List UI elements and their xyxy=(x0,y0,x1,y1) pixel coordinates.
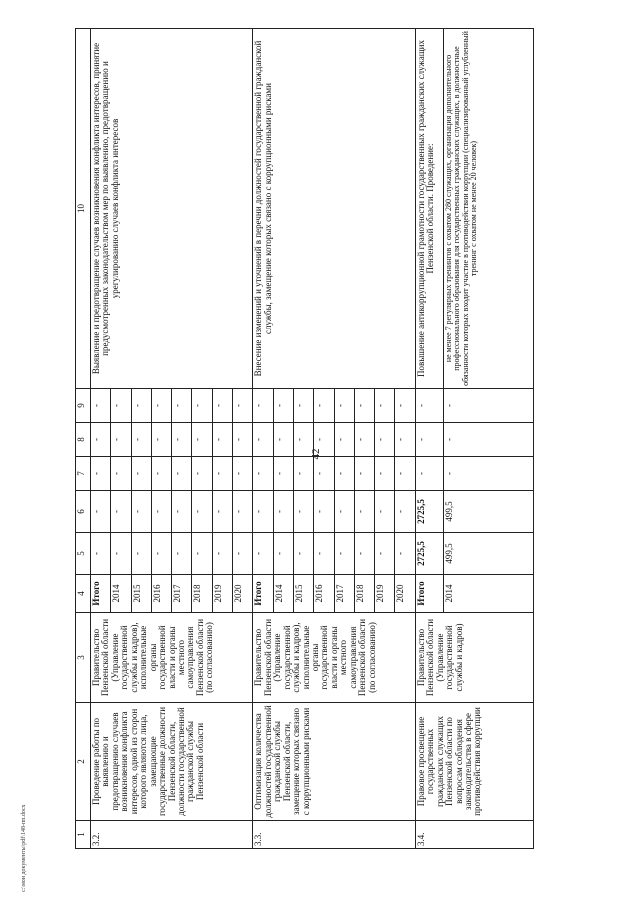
cell-value: - xyxy=(192,491,212,533)
header-col-4: 4 xyxy=(76,575,91,613)
total-label: Итого xyxy=(253,575,273,613)
cell-value: - xyxy=(415,423,443,457)
cell-value: - xyxy=(354,389,374,423)
total-label: Итого xyxy=(415,575,443,613)
row-id: 3.4. xyxy=(415,821,533,849)
cell-value: - xyxy=(273,389,293,423)
row-result-b: не менее 7 регулярных тренингов с охватом 280 служащих, организация дополнительного профессионального образования для государственных гражданских служащих, в должностные обязанности которых входит участие в противодействии коррупции (специализированный углубленный тренинг с охватом не менее 20 человек) xyxy=(443,29,533,389)
cell-value: - xyxy=(91,389,111,423)
cell-value: - xyxy=(253,491,273,533)
cell-value: - xyxy=(192,533,212,575)
row-action: Проведение работы по выявлению и предотвращению случаев возникновения конфликта интересов, одной из сторон которого являются лица, замещающие государственные должности Пензенской области, должности государственной гражданской службы Пензенской области xyxy=(91,703,253,821)
header-col-2: 2 xyxy=(76,703,91,821)
cell-value: - xyxy=(314,423,334,457)
cell-value: - xyxy=(111,423,131,457)
cell-value: - xyxy=(91,533,111,575)
cell-value: - xyxy=(212,533,232,575)
value-5: 499,5 xyxy=(443,533,533,575)
cell-value: - xyxy=(314,491,334,533)
year-cell: 2014 xyxy=(111,575,131,613)
table-row xyxy=(415,29,443,849)
cell-value: - xyxy=(233,533,253,575)
cell-value: - xyxy=(395,423,415,457)
value-6: 499,5 xyxy=(443,491,533,533)
cell-value: - xyxy=(334,457,354,491)
row-action: Правовое просвещение государственных гражданских служащих Пензенской области по вопросам соблюдения законодательства в сфере противодействия коррупции xyxy=(415,703,533,821)
cell-value: - xyxy=(111,389,131,423)
header-col-6: 6 xyxy=(76,491,91,533)
row-id: 3.3. xyxy=(253,821,415,849)
total-value-6: 2725,5 xyxy=(415,491,443,533)
cell-value: - xyxy=(273,457,293,491)
cell-value: - xyxy=(273,533,293,575)
cell-value: - xyxy=(443,457,533,491)
cell-value: - xyxy=(151,533,171,575)
year-cell: 2020 xyxy=(395,575,415,613)
cell-value: - xyxy=(131,457,151,491)
year-cell: 2019 xyxy=(212,575,232,613)
program-table xyxy=(75,28,534,849)
cell-value: - xyxy=(172,533,192,575)
cell-value: - xyxy=(192,389,212,423)
cell-value: - xyxy=(91,457,111,491)
cell-value: - xyxy=(151,423,171,457)
year-cell: 2017 xyxy=(172,575,192,613)
year-cell: 2015 xyxy=(131,575,151,613)
year-cell: 2016 xyxy=(151,575,171,613)
cell-value: - xyxy=(334,389,354,423)
row-executor: Правительство Пензенской области (Управление государственной службы и кадров) xyxy=(415,613,533,703)
cell-value: - xyxy=(131,423,151,457)
cell-value: - xyxy=(375,491,395,533)
row-action: Оптимизация количества должностей государственной гражданской службы Пензенской области, замещение которых связано с коррупционными рисками xyxy=(253,703,415,821)
cell-value: - xyxy=(253,533,273,575)
year-cell: 2014 xyxy=(273,575,293,613)
cell-value: - xyxy=(192,423,212,457)
header-col-8: 8 xyxy=(76,423,91,457)
year-cell: 2018 xyxy=(354,575,374,613)
cell-value: - xyxy=(375,457,395,491)
cell-value: - xyxy=(233,491,253,533)
cell-value: - xyxy=(395,457,415,491)
cell-value: - xyxy=(131,491,151,533)
header-col-1: 1 xyxy=(76,821,91,849)
cell-value: - xyxy=(131,389,151,423)
cell-value: - xyxy=(151,491,171,533)
row-executor: Правительство Пензенской области (Управление государственной службы и кадров), исполнительные органы государственной власти и органы местного самоуправления Пензенской области (по согласованию) xyxy=(91,613,253,703)
cell-value: - xyxy=(395,491,415,533)
cell-value: - xyxy=(172,457,192,491)
cell-value: - xyxy=(415,389,443,423)
cell-value: - xyxy=(395,533,415,575)
total-value-5: 2725,5 xyxy=(415,533,443,575)
header-col-10: 10 xyxy=(76,29,91,389)
cell-value: - xyxy=(354,533,374,575)
cell-value: - xyxy=(354,457,374,491)
cell-value: - xyxy=(314,457,334,491)
cell-value: - xyxy=(151,389,171,423)
cell-value: - xyxy=(273,423,293,457)
header-col-5: 5 xyxy=(76,533,91,575)
cell-value: - xyxy=(375,389,395,423)
row-result: Внесение изменений и уточнений в перечни должностей государственной гражданской службы, замещение которых связано с коррупционными рисками xyxy=(253,29,415,389)
cell-value: - xyxy=(293,423,313,457)
cell-value: - xyxy=(212,457,232,491)
cell-value: - xyxy=(293,389,313,423)
cell-value: - xyxy=(314,389,334,423)
cell-value: - xyxy=(443,389,533,423)
year-cell: 2020 xyxy=(233,575,253,613)
cell-value: - xyxy=(293,533,313,575)
year-cell: 2017 xyxy=(334,575,354,613)
year-cell: 2018 xyxy=(192,575,212,613)
header-col-7: 7 xyxy=(76,457,91,491)
cell-value: - xyxy=(91,423,111,457)
cell-value: - xyxy=(172,423,192,457)
cell-value: - xyxy=(273,491,293,533)
cell-value: - xyxy=(334,423,354,457)
cell-value: - xyxy=(151,457,171,491)
year-cell: 2014 xyxy=(443,575,533,613)
cell-value: - xyxy=(253,389,273,423)
row-result-a: Повышение антикоррупционной грамотности государственных гражданских служащих Пензенской области. Проведение: xyxy=(415,29,443,389)
table-row xyxy=(91,29,111,849)
cell-value: - xyxy=(375,423,395,457)
header-col-9: 9 xyxy=(76,389,91,423)
header-row xyxy=(76,29,91,849)
cell-value: - xyxy=(91,491,111,533)
header-col-3: 3 xyxy=(76,613,91,703)
total-label: Итого xyxy=(91,575,111,613)
cell-value: - xyxy=(314,533,334,575)
cell-value: - xyxy=(233,457,253,491)
year-cell: 2016 xyxy=(314,575,334,613)
cell-value: - xyxy=(233,423,253,457)
cell-value: - xyxy=(253,457,273,491)
cell-value: - xyxy=(172,389,192,423)
footer-path: c:\мои документы\pdf\148-пп.docx xyxy=(21,804,27,892)
cell-value: - xyxy=(395,389,415,423)
table-row xyxy=(253,29,273,849)
cell-value: - xyxy=(293,457,313,491)
cell-value: - xyxy=(415,457,443,491)
cell-value: - xyxy=(253,423,273,457)
row-id: 3.2. xyxy=(91,821,253,849)
year-cell: 2019 xyxy=(375,575,395,613)
cell-value: - xyxy=(111,491,131,533)
year-cell: 2015 xyxy=(293,575,313,613)
cell-value: - xyxy=(172,491,192,533)
cell-value: - xyxy=(293,491,313,533)
cell-value: - xyxy=(354,491,374,533)
cell-value: - xyxy=(354,423,374,457)
cell-value: - xyxy=(111,457,131,491)
cell-value: - xyxy=(334,533,354,575)
cell-value: - xyxy=(375,533,395,575)
row-result: Выявление и предотвращение случаев возникновения конфликта интересов, принятие предусмотренных законодательством мер по выявлению, предотвращению и урегулированию случаев конфликта интересов xyxy=(91,29,253,389)
cell-value: - xyxy=(212,491,232,533)
row-executor: Правительство Пензенской области (Управление государственной службы и кадров), исполнительные органы государственной власти и органы местного самоуправления Пензенской области (по согласованию) xyxy=(253,613,415,703)
cell-value: - xyxy=(212,389,232,423)
document-sheet xyxy=(75,29,565,849)
page-number: 42 xyxy=(310,448,322,460)
cell-value: - xyxy=(212,423,232,457)
cell-value: - xyxy=(334,491,354,533)
cell-value: - xyxy=(233,389,253,423)
cell-value: - xyxy=(192,457,212,491)
cell-value: - xyxy=(111,533,131,575)
cell-value: - xyxy=(443,423,533,457)
cell-value: - xyxy=(131,533,151,575)
